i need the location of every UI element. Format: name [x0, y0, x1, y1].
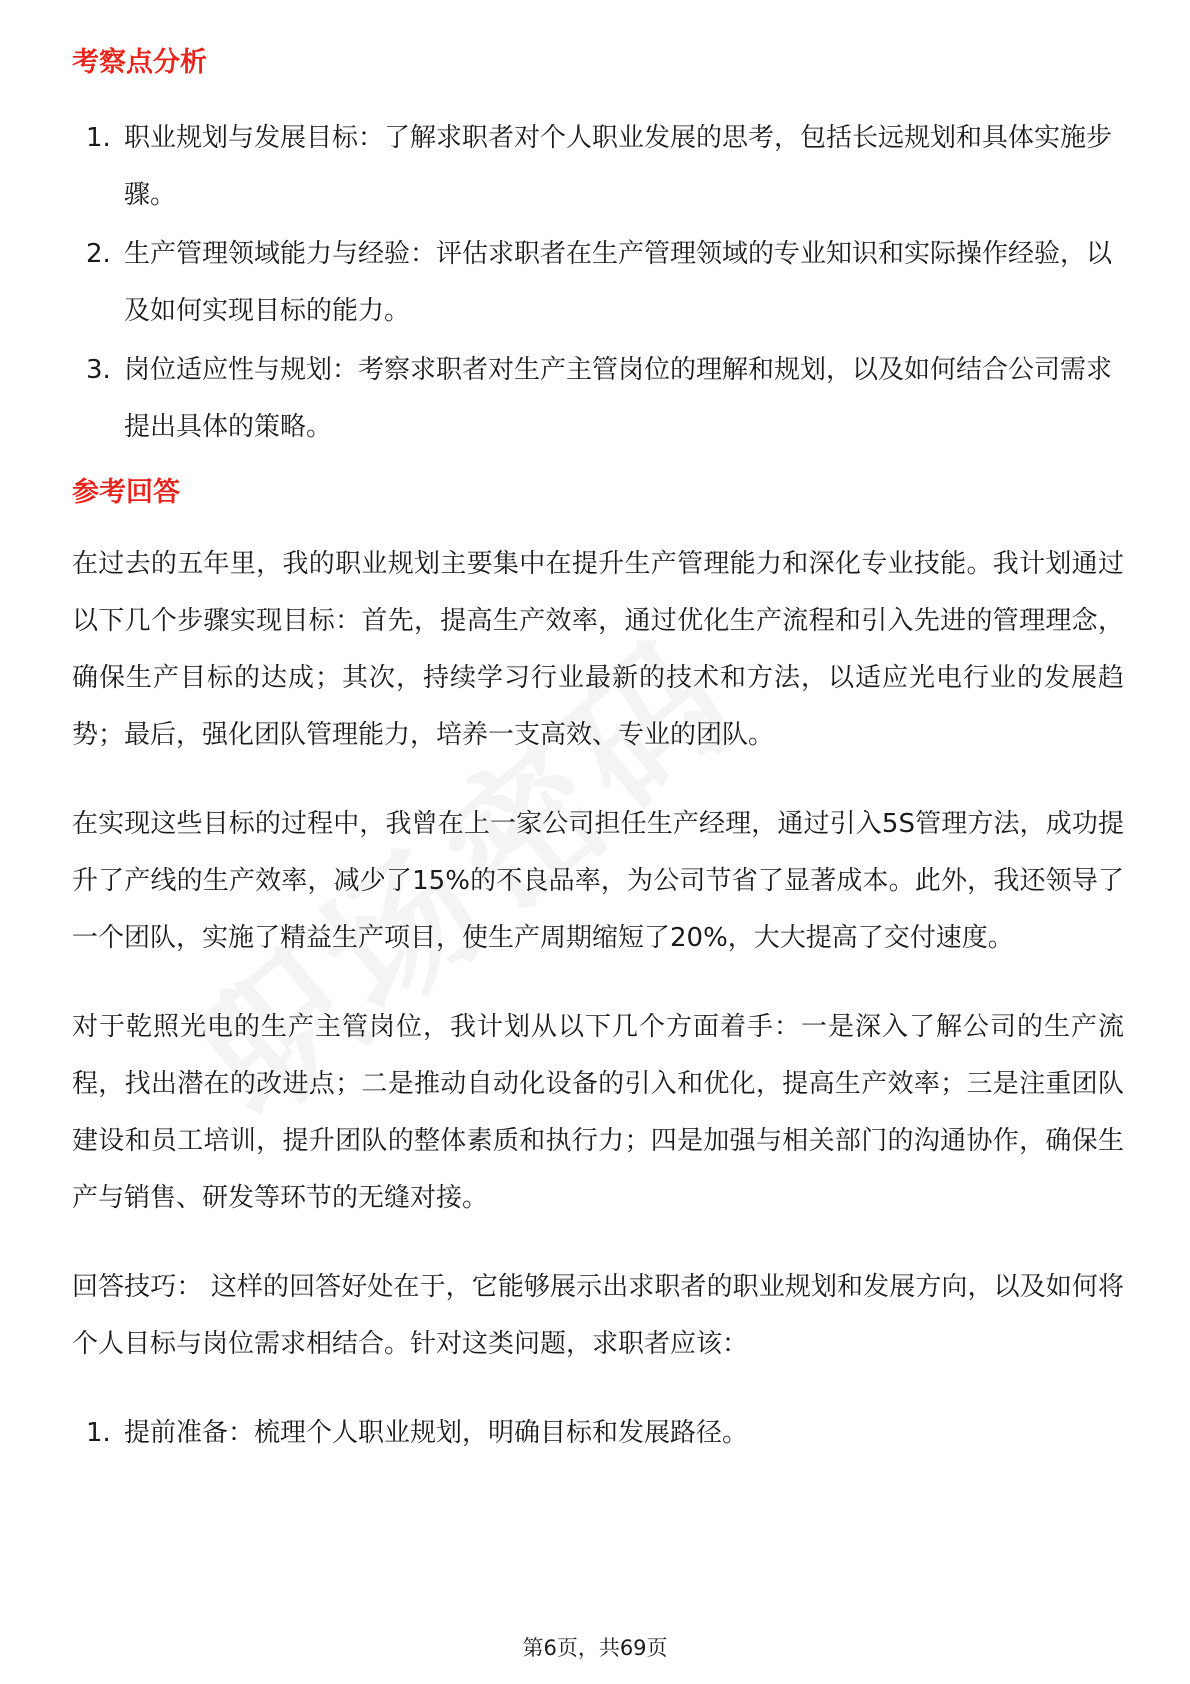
answer-paragraph: 在实现这些目标的过程中，我曾在上一家公司担任生产经理，通过引入5S管理方法，成功提升了产线的生产效率，减少了15%的不良品率，为公司节省了显著成本。此外，我还领导了一个团队，实施了精益生产项目，使生产周期缩短了20%，大大提高了交付速度。 [72, 808, 1124, 953]
list-item-number: 1. [86, 1417, 111, 1448]
list-item-number: 1. [86, 122, 111, 153]
list-item-text: 职业规划与发展目标：了解求职者对个人职业发展的思考，包括长远规划和具体实施步骤。 [124, 122, 1113, 210]
answer-paragraph: 在过去的五年里，我的职业规划主要集中在提升生产管理能力和深化专业技能。我计划通过以下几个步骤实现目标：首先，提高生产效率，通过优化生产流程和引入先进的管理理念，确保生产目标的达成；其次，持续学习行业最新的技术和方法，以适应光电行业的发展趋势；最后，强化团队管理能力，培养一支高效、专业的团队。 [72, 548, 1124, 750]
analysis-list [72, 110, 1124, 456]
list-item-number: 3. [86, 354, 111, 385]
list-item [72, 1405, 1124, 1462]
tips-list [72, 1405, 1124, 1462]
page-indicator: 第6页，共69页 [522, 1636, 668, 1660]
answer-tips-paragraph: 回答技巧： 这样的回答好处在于，它能够展示出求职者的职业规划和发展方向，以及如何将个人目标与岗位需求相结合。针对这类问题，求职者应该： [72, 1271, 1124, 1359]
answer-paragraph: 对于乾照光电的生产主管岗位，我计划从以下几个方面着手：一是深入了解公司的生产流程，找出潜在的改进点；二是推动自动化设备的引入和优化，提高生产效率；三是注重团队建设和员工培训，提升团队的整体素质和执行力；四是加强与相关部门的沟通协作，确保生产与销售、研发等环节的无缝对接。 [72, 1011, 1124, 1213]
section-title-analysis: 考察点分析 [72, 47, 207, 78]
list-item [72, 342, 1124, 456]
list-item-number: 2. [86, 238, 111, 269]
section-title-reference-answer: 参考回答 [72, 476, 180, 508]
list-item-text: 岗位适应性与规划：考察求职者对生产主管岗位的理解和规划，以及如何结合公司需求提出具体的策略。 [124, 354, 1113, 442]
list-item [72, 226, 1124, 340]
list-item-text: 生产管理领域能力与经验：评估求职者在生产管理领域的专业知识和实际操作经验，以及如何实现目标的能力。 [124, 238, 1113, 326]
list-item [72, 110, 1124, 224]
document-body [72, 44, 1124, 1464]
list-item-text: 提前准备：梳理个人职业规划，明确目标和发展路径。 [124, 1417, 749, 1448]
